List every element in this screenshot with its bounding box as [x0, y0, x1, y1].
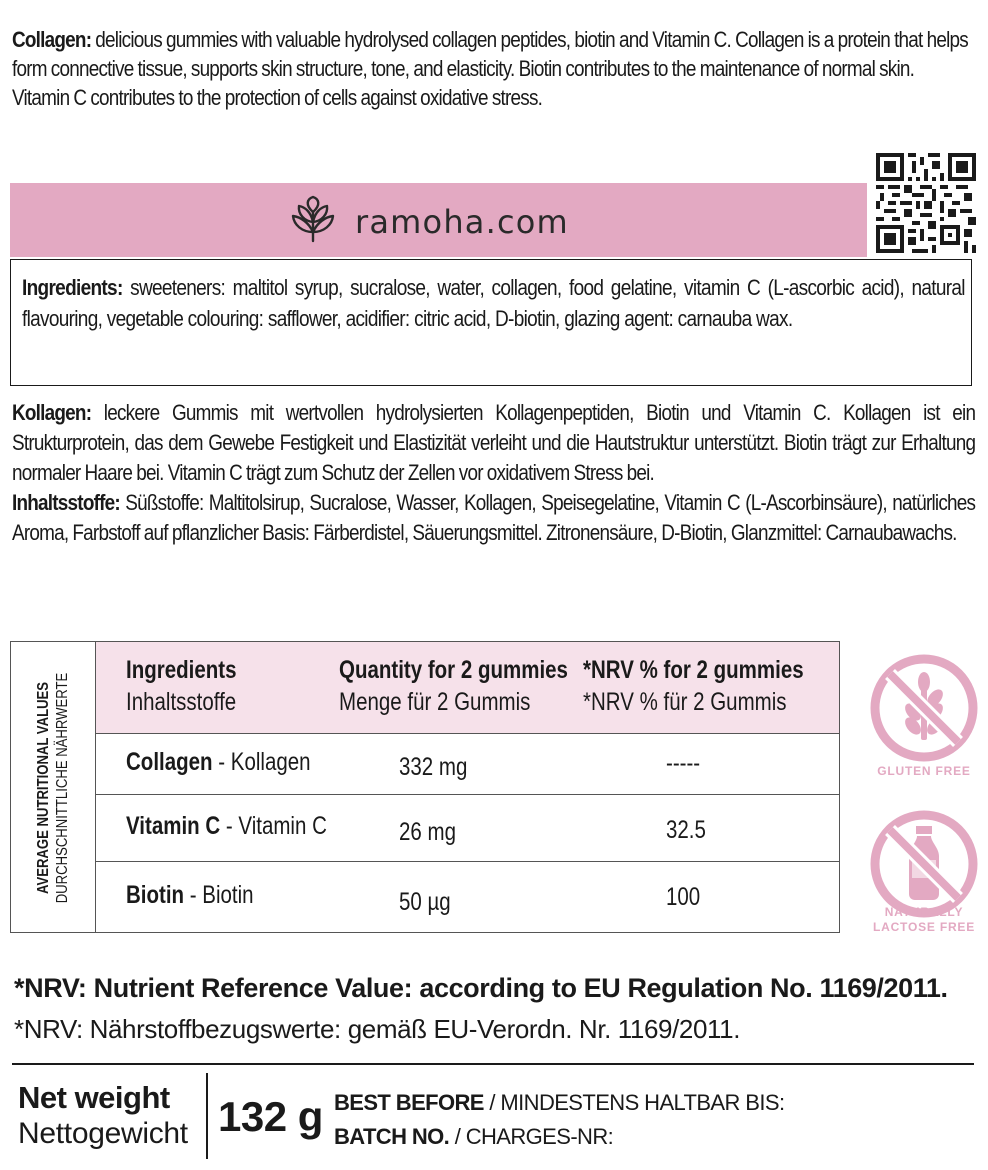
row-quantity: 26 mg: [399, 818, 456, 846]
header-ingredients-de: Inhaltsstoffe: [126, 688, 237, 716]
header-quantity-de: Menge für 2 Gummis: [339, 688, 531, 716]
header-nrv-en: *NRV % for 2 gummies: [583, 656, 804, 684]
row-nrv: 100: [666, 883, 701, 911]
net-weight-value: 132 g: [218, 1093, 323, 1140]
collagen-label-en: Collagen:: [12, 27, 92, 52]
table-row: [96, 861, 839, 932]
table-header: [96, 642, 839, 734]
row-quantity: 332 mg: [399, 753, 468, 781]
header-ingredients-en: Ingredients: [126, 656, 237, 684]
header-nrv: [583, 654, 804, 718]
ingredients-list-en: sweeteners: maltitol syrup, sucralose, water, collagen, food gelatine, vitamin C (L-ascorbic acid), natural flavouring, vegetable colouring: safflower, acidifier: citric acid, D-biotin, glazing agent: carnauba wax.: [22, 275, 965, 331]
lactose-free-label-line1: NATURALLY: [884, 905, 964, 919]
header-ingredients: [126, 654, 236, 718]
lactose-free-label-line2: LACTOSE FREE: [872, 920, 976, 934]
ingredients-list-de: Süßstoffe: Maltitolsirup, Sucralose, Wasser, Kollagen, Speisegelatine, Vitamin C (L-Ascorbinsäure), natürliches Aroma, Farbstoff auf pflanzlicher Basis: Färberdistel, Säuerungsmittel. Zitronensäure, D-Biotin, Glanzmittel: Carnaubawachs.: [12, 490, 976, 545]
header-quantity-en: Quantity for 2 gummies: [339, 656, 568, 684]
row-name: [126, 881, 254, 910]
table-row: [96, 733, 839, 795]
milk-bottle-crossed-icon: [868, 808, 980, 920]
side-label-en: AVERAGE NUTRITIONAL VALUES: [35, 681, 52, 895]
row-quantity: 50 µg: [399, 888, 451, 916]
batch-line: [334, 1124, 613, 1150]
best-before-label-de: / MINDESTENS HALTBAR BIS:: [483, 1090, 785, 1115]
brand-banner: [10, 183, 867, 257]
side-label-de: DURCHSCHNITTLICHE NÄHRWERTE: [54, 672, 71, 904]
row-name-de: - Vitamin C: [220, 812, 327, 840]
site-url[interactable]: ramoha.com: [355, 203, 569, 241]
row-nrv: -----: [666, 749, 701, 777]
row-name: [126, 812, 327, 841]
best-before-label: BEST BEFORE: [334, 1090, 484, 1115]
header-nrv-de: *NRV % für 2 Gummis: [583, 688, 787, 716]
leaf-logo-icon: [288, 195, 338, 245]
collagen-text-en: delicious gummies with valuable hydrolysed collagen peptides, biotin and Vitamin C. Collagen is a protein that helps form connective tissue, supports skin structure, tone, and elasticity. Biotin contributes to the maintenance of normal skin. Vitamin C contributes to the protection of cells against oxidative stress.: [12, 27, 968, 110]
table-row: [96, 794, 839, 862]
ingredients-box-en: [10, 259, 972, 386]
nrv-note-en: *NRV: Nutrient Reference Value: according to EU Regulation No. 1169/2011.: [14, 973, 948, 1003]
footer-divider: [12, 1063, 974, 1065]
row-name-en: Collagen: [126, 748, 213, 776]
net-weight-label-de: Nettogewicht: [18, 1117, 188, 1150]
row-name-de: - Kollagen: [212, 748, 311, 776]
row-nrv: 32.5: [666, 816, 706, 844]
row-name-de: - Biotin: [184, 881, 254, 909]
nutrition-table: [10, 641, 840, 933]
header-quantity: [339, 654, 568, 718]
qr-code-icon: [876, 153, 976, 253]
collagen-label-de: Kollagen:: [12, 400, 92, 425]
row-name-en: Vitamin C: [126, 812, 221, 840]
wheat-crossed-icon: [868, 652, 980, 764]
net-weight-label-en: Net weight: [18, 1080, 170, 1115]
row-name-en: Biotin: [126, 881, 185, 909]
description-de: [12, 398, 975, 548]
ingredients-label-en: Ingredients:: [22, 275, 123, 300]
ingredients-label-de: Inhaltsstoffe:: [12, 490, 120, 515]
collagen-description-en: [12, 25, 973, 112]
gluten-free-label: GLUTEN FREE: [877, 764, 971, 778]
row-name: [126, 748, 311, 777]
footer-separator: [206, 1073, 208, 1159]
lactose-free-label: [864, 905, 984, 935]
nrv-note-de: *NRV: Nährstoffbezugswerte: gemäß EU-Verordn. Nr. 1169/2011.: [14, 1014, 741, 1044]
collagen-text-de: leckere Gummis mit wertvollen hydrolysierten Kollagenpeptiden, Biotin und Vitamin C. Kollagen ist ein Strukturprotein, das dem Gewebe Festigkeit und Elastizität verleiht und die Hautstruktur unterstützt. Biotin trägt zur Erhaltung normaler Haare bei. Vitamin C trägt zum Schutz der Zellen vor oxidativem Stress bei.: [12, 400, 976, 485]
batch-label: BATCH NO.: [334, 1124, 450, 1149]
ingredients-text-en: [22, 272, 965, 334]
best-before-line: [334, 1090, 784, 1116]
batch-label-de: / CHARGES-NR:: [449, 1124, 614, 1149]
nutrition-side-label: [11, 642, 96, 932]
